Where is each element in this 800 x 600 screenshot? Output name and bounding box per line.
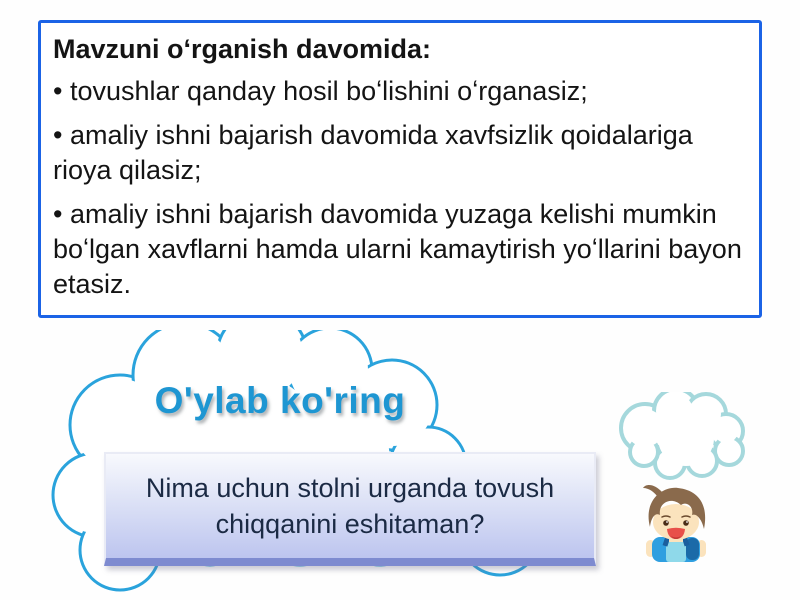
question-text: Nima uchun stolni urganda tovush chiqqanini eshitaman? (145, 473, 555, 539)
objective-bullet-1: • tovushlar qanday hosil boʻlishini oʻrganasiz; (53, 76, 588, 106)
objective-bullet-2: • amaliy ishni bajarish davomida xavfsizlik qoidalariga rioya qilasiz; (53, 120, 693, 185)
thought-bubble-icon (598, 392, 750, 484)
objectives-title: Mavzuni oʻrganish davomida: (53, 34, 432, 64)
objective-bullet-3: • amaliy ishni bajarish davomida yuzaga kelishi mumkin boʻlgan xavflarni hamda ularni kamaytirish yoʻllarini bayon etasiz. (53, 199, 742, 299)
cloud-label: O'ylab ko'ring (154, 380, 406, 421)
thinking-boy-character (640, 482, 712, 564)
question-box (104, 452, 596, 566)
objectives-box (38, 20, 762, 318)
